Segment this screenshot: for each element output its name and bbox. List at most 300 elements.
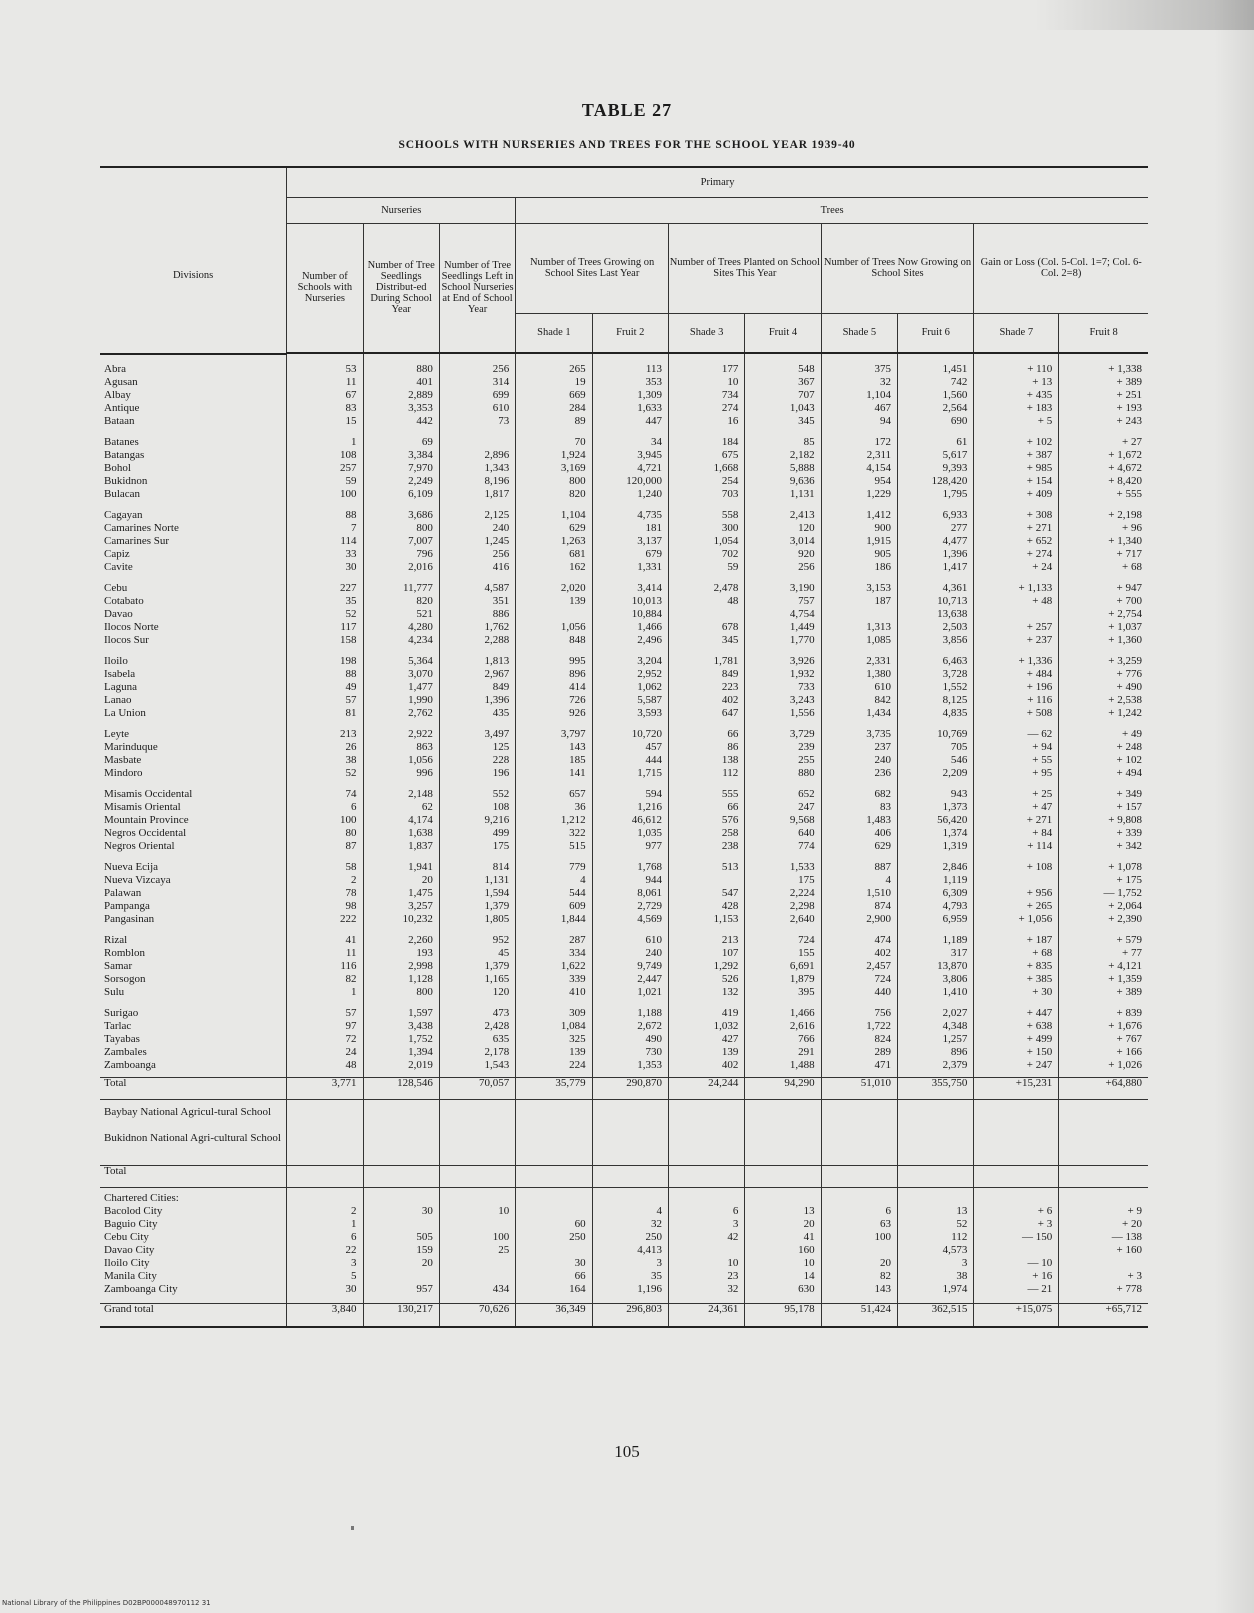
cell-col-8: 289 — [821, 1047, 897, 1060]
cell-col-4: 287 — [516, 935, 592, 948]
cell-col-8: 842 — [821, 695, 897, 708]
cell-col-4: 629 — [516, 523, 592, 536]
spacer-cell — [668, 1099, 744, 1107]
cell-col-1: 57 — [287, 695, 363, 708]
cell-col-8: 874 — [821, 901, 897, 914]
spacer-row — [100, 575, 1148, 583]
table-row — [100, 948, 1148, 961]
division-name: Mountain Province — [104, 815, 189, 826]
cell-col-11: + 490 — [1059, 682, 1148, 695]
cell-col-9: 61 — [898, 437, 974, 450]
cell-col-11: + 166 — [1059, 1047, 1148, 1060]
cell-col-2: 1,990 — [363, 695, 439, 708]
cell-col-2: 11,777 — [363, 583, 439, 596]
cell-col-4: 1,056 — [516, 622, 592, 635]
cell-col-9: 1,319 — [898, 841, 974, 854]
cell-col-10: + 484 — [974, 669, 1059, 682]
cell-col-4: 3,797 — [516, 729, 592, 742]
cell-col-7: 880 — [745, 768, 821, 781]
cell-col-9: 362,515 — [898, 1303, 974, 1327]
division-name: Cavite — [104, 562, 133, 573]
cell-col-10: + 1,336 — [974, 656, 1059, 669]
cell-col-8: 1,085 — [821, 635, 897, 648]
cell-col-6: 547 — [668, 888, 744, 901]
cell-col-11: + 4,121 — [1059, 961, 1148, 974]
cell-col-5: 46,612 — [592, 815, 668, 828]
cell-col-2: 20 — [363, 1258, 439, 1271]
division-name: Capiz — [104, 549, 130, 560]
division-name: Zamboanga — [104, 1060, 156, 1071]
col-shade-3: Shade 3 — [668, 313, 744, 353]
cell-col-8: 236 — [821, 768, 897, 781]
cell-col-11: + 2,538 — [1059, 695, 1148, 708]
cell-col-6: 675 — [668, 450, 744, 463]
cell-col-1: 6 — [287, 802, 363, 815]
table-row — [100, 828, 1148, 841]
cell-col-4 — [516, 1107, 592, 1133]
cell-col-4: 657 — [516, 789, 592, 802]
cell-col-10: + 257 — [974, 622, 1059, 635]
cell-col-6: 238 — [668, 841, 744, 854]
cell-col-10: + 237 — [974, 635, 1059, 648]
cell-col-7: 120 — [745, 523, 821, 536]
cell-col-3: 1,165 — [439, 974, 515, 987]
cell-col-6: 184 — [668, 437, 744, 450]
cell-col-8: 3,153 — [821, 583, 897, 596]
cell-col-6: 427 — [668, 1034, 744, 1047]
cell-col-1: 30 — [287, 1284, 363, 1297]
cell-col-11: + 555 — [1059, 489, 1148, 502]
cell-col-7: 14 — [745, 1271, 821, 1284]
table-row — [100, 622, 1148, 635]
cell-col-3: 435 — [439, 708, 515, 721]
cell-col-11: + 1,360 — [1059, 635, 1148, 648]
cell-col-8: 51,424 — [821, 1303, 897, 1327]
cell-col-1: 58 — [287, 862, 363, 875]
cell-col-2: 2,249 — [363, 476, 439, 489]
city-row — [100, 1258, 1148, 1271]
cell-col-3: 1,343 — [439, 463, 515, 476]
cell-col-9: 1,257 — [898, 1034, 974, 1047]
cell-col-6: 23 — [668, 1271, 744, 1284]
cell-col-1: 198 — [287, 656, 363, 669]
cell-col-10: + 956 — [974, 888, 1059, 901]
cell-col-11: + 947 — [1059, 583, 1148, 596]
cell-col-10: + 274 — [974, 549, 1059, 562]
cell-col-1: 24 — [287, 1047, 363, 1060]
cell-col-2: 863 — [363, 742, 439, 755]
cell-col-2: 1,475 — [363, 888, 439, 901]
cell-col-6: 300 — [668, 523, 744, 536]
cell-col-9: 9,393 — [898, 463, 974, 476]
cell-col-8: 402 — [821, 948, 897, 961]
cell-col-7: 175 — [745, 875, 821, 888]
cell-col-1: 100 — [287, 815, 363, 828]
cell-col-3: 120 — [439, 987, 515, 1000]
cell-col-6: 24,361 — [668, 1303, 744, 1327]
table-row — [100, 463, 1148, 476]
division-name: Zambales — [104, 1047, 147, 1058]
division-name: Ilocos Norte — [104, 622, 159, 633]
trees-planted-header: Number of Trees Planted on School Sites This Year — [668, 223, 821, 313]
cell-col-2: 4,174 — [363, 815, 439, 828]
city-row — [100, 1284, 1148, 1297]
cell-col-3: 1,245 — [439, 536, 515, 549]
cell-col-5: 3,204 — [592, 656, 668, 669]
cell-col-1: 78 — [287, 888, 363, 901]
cell-col-7: 9,636 — [745, 476, 821, 489]
cell-col-1: 30 — [287, 562, 363, 575]
cell-col-1: 88 — [287, 510, 363, 523]
cell-col-2: 1,056 — [363, 755, 439, 768]
cell-col-3: 228 — [439, 755, 515, 768]
cell-col-7: 2,640 — [745, 914, 821, 927]
cell-col-7: 724 — [745, 935, 821, 948]
cell-col-7: 3,243 — [745, 695, 821, 708]
cell-col-10: — 21 — [974, 1284, 1059, 1297]
cell-col-11: + 175 — [1059, 875, 1148, 888]
cell-col-6: 6 — [668, 1206, 744, 1219]
cell-col-5: 10,720 — [592, 729, 668, 742]
cell-col-10: + 265 — [974, 901, 1059, 914]
division-name: Baybay National Agricul-tural School — [104, 1107, 272, 1118]
cell-col-4: 70 — [516, 437, 592, 450]
cell-col-2: 1,128 — [363, 974, 439, 987]
cell-col-8: 1,915 — [821, 536, 897, 549]
cell-col-9: 8,125 — [898, 695, 974, 708]
cell-col-1: 3 — [287, 1258, 363, 1271]
cell-col-1: 5 — [287, 1271, 363, 1284]
cell-col-1: 100 — [287, 489, 363, 502]
cell-col-11 — [1059, 1107, 1148, 1133]
cell-col-7: 1,488 — [745, 1060, 821, 1073]
cell-col-6: 86 — [668, 742, 744, 755]
cell-col-6: 402 — [668, 1060, 744, 1073]
cell-col-7: 757 — [745, 596, 821, 609]
cell-col-9: 56,420 — [898, 815, 974, 828]
cell-col-1: 26 — [287, 742, 363, 755]
table-row — [100, 914, 1148, 927]
cell-col-4: 19 — [516, 377, 592, 390]
cell-col-2: 996 — [363, 768, 439, 781]
cell-col-5: 594 — [592, 789, 668, 802]
cell-col-6: 428 — [668, 901, 744, 914]
cell-col-8: 824 — [821, 1034, 897, 1047]
cell-col-11: + 193 — [1059, 403, 1148, 416]
cell-col-6 — [668, 1165, 744, 1187]
cell-col-7: 6,691 — [745, 961, 821, 974]
cell-col-6: 274 — [668, 403, 744, 416]
division-name: Misamis Oriental — [104, 802, 181, 813]
cell-col-11: + 1,672 — [1059, 450, 1148, 463]
col-fruit-8: Fruit 8 — [1059, 313, 1148, 353]
cell-col-2: 3,353 — [363, 403, 439, 416]
cell-col-8: 1,510 — [821, 888, 897, 901]
cell-col-7: 2,298 — [745, 901, 821, 914]
cell-col-9: 4,573 — [898, 1245, 974, 1258]
cell-col-2: 69 — [363, 437, 439, 450]
cell-col-3 — [439, 1107, 515, 1133]
cell-col-1: 59 — [287, 476, 363, 489]
cell-col-3: 952 — [439, 935, 515, 948]
cell-col-7: 548 — [745, 364, 821, 377]
cell-col-7: 1,043 — [745, 403, 821, 416]
cell-col-8: 900 — [821, 523, 897, 536]
cell-col-2: 193 — [363, 948, 439, 961]
cell-col-7: 630 — [745, 1284, 821, 1297]
cell-col-5: 8,061 — [592, 888, 668, 901]
division-name: Iloilo — [104, 656, 128, 667]
col-seedlings-distributed: Number of Tree Seedlings Distribut-ed During School Year — [363, 223, 439, 353]
cell-col-6: 402 — [668, 695, 744, 708]
cell-col-10: + 55 — [974, 755, 1059, 768]
division-name: Bulacan — [104, 489, 141, 500]
city-row — [100, 1271, 1148, 1284]
cell-col-10: + 308 — [974, 510, 1059, 523]
cell-col-11: + 767 — [1059, 1034, 1148, 1047]
trees-header: Trees — [516, 197, 1148, 223]
cell-col-3: 1,379 — [439, 901, 515, 914]
cell-col-8: 82 — [821, 1271, 897, 1284]
cell-col-4: 800 — [516, 476, 592, 489]
cell-col-5: 1,353 — [592, 1060, 668, 1073]
cell-col-4: 896 — [516, 669, 592, 682]
cell-col-10: + 68 — [974, 948, 1059, 961]
cell-col-5: 1,466 — [592, 622, 668, 635]
cell-col-7: 766 — [745, 1034, 821, 1047]
table-row — [100, 489, 1148, 502]
spacer-cell — [100, 1099, 287, 1107]
cell-col-5: 2,729 — [592, 901, 668, 914]
cell-col-8: 20 — [821, 1258, 897, 1271]
cell-col-4: 1,084 — [516, 1021, 592, 1034]
cell-col-9: 3,856 — [898, 635, 974, 648]
trees-now-header: Number of Trees Now Growing on School Sites — [821, 223, 974, 313]
division-name: Manila City — [104, 1271, 157, 1282]
table-row — [100, 875, 1148, 888]
cell-col-9: 1,373 — [898, 802, 974, 815]
table-row — [100, 450, 1148, 463]
cell-col-2: 1,941 — [363, 862, 439, 875]
cell-col-1: 1 — [287, 437, 363, 450]
cell-col-5: 1,196 — [592, 1284, 668, 1297]
cell-col-8 — [821, 1133, 897, 1159]
cell-col-7 — [745, 1133, 821, 1159]
cell-col-11: + 1,676 — [1059, 1021, 1148, 1034]
cell-col-3: 2,967 — [439, 669, 515, 682]
cell-col-9: 943 — [898, 789, 974, 802]
cell-col-10: + 108 — [974, 862, 1059, 875]
cell-col-9: 742 — [898, 377, 974, 390]
cell-col-3: 499 — [439, 828, 515, 841]
cell-col-5: 490 — [592, 1034, 668, 1047]
cell-col-4: 322 — [516, 828, 592, 841]
cell-col-10: +15,231 — [974, 1077, 1059, 1099]
table-row — [100, 789, 1148, 802]
cell-col-9: 1,119 — [898, 875, 974, 888]
cell-col-3 — [439, 1258, 515, 1271]
cell-col-1: 72 — [287, 1034, 363, 1047]
table-row — [100, 562, 1148, 575]
cell-col-2: 800 — [363, 987, 439, 1000]
cell-col-5: 1,240 — [592, 489, 668, 502]
division-name: Bukidnon National Agri-cultural School — [104, 1133, 281, 1144]
cell-col-5: 34 — [592, 437, 668, 450]
division-name: Total — [100, 1077, 287, 1099]
cell-col-6: 678 — [668, 622, 744, 635]
cell-col-5: 3 — [592, 1258, 668, 1271]
col-shade-7: Shade 7 — [974, 313, 1059, 353]
cell-col-9: 38 — [898, 1271, 974, 1284]
cell-col-8 — [821, 1107, 897, 1133]
cell-col-7: 2,413 — [745, 510, 821, 523]
cell-col-1: 117 — [287, 622, 363, 635]
cell-col-11: + 1,026 — [1059, 1060, 1148, 1073]
cell-col-3: 699 — [439, 390, 515, 403]
cell-col-5: 113 — [592, 364, 668, 377]
cell-col-10: + 30 — [974, 987, 1059, 1000]
table-row — [100, 695, 1148, 708]
cell-col-8: 610 — [821, 682, 897, 695]
table-row — [100, 1034, 1148, 1047]
cell-col-4: 139 — [516, 596, 592, 609]
cell-col-3: 886 — [439, 609, 515, 622]
spacer-cell — [100, 648, 287, 656]
spacer-cell — [1059, 1099, 1148, 1107]
cell-col-6: 32 — [668, 1284, 744, 1297]
cell-col-3: 3,497 — [439, 729, 515, 742]
cell-col-11: + 248 — [1059, 742, 1148, 755]
cell-col-5: 10,013 — [592, 596, 668, 609]
col-number-schools: Number of Schools with Nurseries — [287, 223, 363, 353]
cell-col-5 — [592, 1107, 668, 1133]
cell-col-2 — [363, 1107, 439, 1133]
table-row — [100, 403, 1148, 416]
cell-col-6: 2,478 — [668, 583, 744, 596]
cell-col-2: 2,889 — [363, 390, 439, 403]
table-row — [100, 669, 1148, 682]
division-name: Tarlac — [104, 1021, 132, 1032]
cell-col-2: 3,438 — [363, 1021, 439, 1034]
cell-col-1: 6 — [287, 1232, 363, 1245]
cell-col-8: 187 — [821, 596, 897, 609]
col-seedlings-left: Number of Tree Seedlings Left in School Nurseries at End of School Year — [439, 223, 515, 353]
cell-col-8: 3,735 — [821, 729, 897, 742]
cell-col-1: 49 — [287, 682, 363, 695]
cell-col-5 — [592, 1165, 668, 1187]
cell-col-10: +15,075 — [974, 1303, 1059, 1327]
division-name: Batangas — [104, 450, 145, 461]
cell-col-9 — [898, 1107, 974, 1133]
cell-col-2: 505 — [363, 1232, 439, 1245]
cell-col-10: + 102 — [974, 437, 1059, 450]
cell-col-9: 13 — [898, 1206, 974, 1219]
cell-col-8: 240 — [821, 755, 897, 768]
cell-col-8: 629 — [821, 841, 897, 854]
cell-col-5: 4,569 — [592, 914, 668, 927]
cell-col-9: 1,451 — [898, 364, 974, 377]
cell-col-7: 1,932 — [745, 669, 821, 682]
total-row-2 — [100, 1165, 1148, 1187]
cell-col-1: 81 — [287, 708, 363, 721]
agri-row — [100, 1133, 1148, 1159]
cell-col-8: 172 — [821, 437, 897, 450]
cell-col-5: 1,331 — [592, 562, 668, 575]
cell-col-1: 88 — [287, 669, 363, 682]
division-name: Surigao — [104, 1008, 139, 1019]
table-row — [100, 729, 1148, 742]
spacer-cell — [100, 575, 287, 583]
spacer-cell — [100, 721, 287, 729]
cell-col-8: 1,313 — [821, 622, 897, 635]
cell-col-11: + 9,808 — [1059, 815, 1148, 828]
cell-col-8: 32 — [821, 377, 897, 390]
cell-col-3: 2,178 — [439, 1047, 515, 1060]
cell-col-2: 30 — [363, 1206, 439, 1219]
division-name: Sulu — [104, 987, 125, 998]
spacer-cell — [100, 854, 287, 862]
cell-col-3: 196 — [439, 768, 515, 781]
cell-col-6: 555 — [668, 789, 744, 802]
cell-col-3: 1,805 — [439, 914, 515, 927]
cell-col-11: + 1,078 — [1059, 862, 1148, 875]
cell-col-4: 30 — [516, 1258, 592, 1271]
cell-col-11: + 339 — [1059, 828, 1148, 841]
cell-col-7: 20 — [745, 1219, 821, 1232]
cell-col-6: 1,054 — [668, 536, 744, 549]
division-name: Cagayan — [104, 510, 143, 521]
cell-col-5: 120,000 — [592, 476, 668, 489]
division-name: Mindoro — [104, 768, 143, 779]
cell-col-2: 2,148 — [363, 789, 439, 802]
division-name: Zamboanga City — [104, 1284, 178, 1295]
table-row — [100, 935, 1148, 948]
spacer-cell — [100, 429, 287, 437]
cell-col-1: 3,771 — [287, 1077, 363, 1099]
cell-col-3 — [439, 1133, 515, 1159]
table-row — [100, 536, 1148, 549]
col-shade-5: Shade 5 — [821, 313, 897, 353]
cell-col-10: — 62 — [974, 729, 1059, 742]
cell-col-11: + 3 — [1059, 1271, 1148, 1284]
cell-col-6: 132 — [668, 987, 744, 1000]
cell-col-1: 257 — [287, 463, 363, 476]
cell-col-3: 8,196 — [439, 476, 515, 489]
cell-col-11: + 20 — [1059, 1219, 1148, 1232]
cell-col-2: 800 — [363, 523, 439, 536]
cell-col-2: 2,019 — [363, 1060, 439, 1073]
cell-col-5: 1,715 — [592, 768, 668, 781]
cell-col-1: 52 — [287, 609, 363, 622]
cell-col-3: 4,587 — [439, 583, 515, 596]
cell-col-3: 2,428 — [439, 1021, 515, 1034]
division-name: Pangasinan — [104, 914, 155, 925]
cell-col-11: + 2,198 — [1059, 510, 1148, 523]
cell-col-7: 345 — [745, 416, 821, 429]
cell-col-4: 36 — [516, 802, 592, 815]
cell-col-4: 609 — [516, 901, 592, 914]
cell-col-10: + 409 — [974, 489, 1059, 502]
cell-col-7: 707 — [745, 390, 821, 403]
cell-col-1: 52 — [287, 768, 363, 781]
cell-col-5: 447 — [592, 416, 668, 429]
cell-col-3 — [439, 1165, 515, 1187]
division-name: Bataan — [104, 416, 135, 427]
table-row — [100, 549, 1148, 562]
cell-col-9: 4,348 — [898, 1021, 974, 1034]
division-name: Romblon — [104, 948, 145, 959]
cell-col-5: 1,021 — [592, 987, 668, 1000]
